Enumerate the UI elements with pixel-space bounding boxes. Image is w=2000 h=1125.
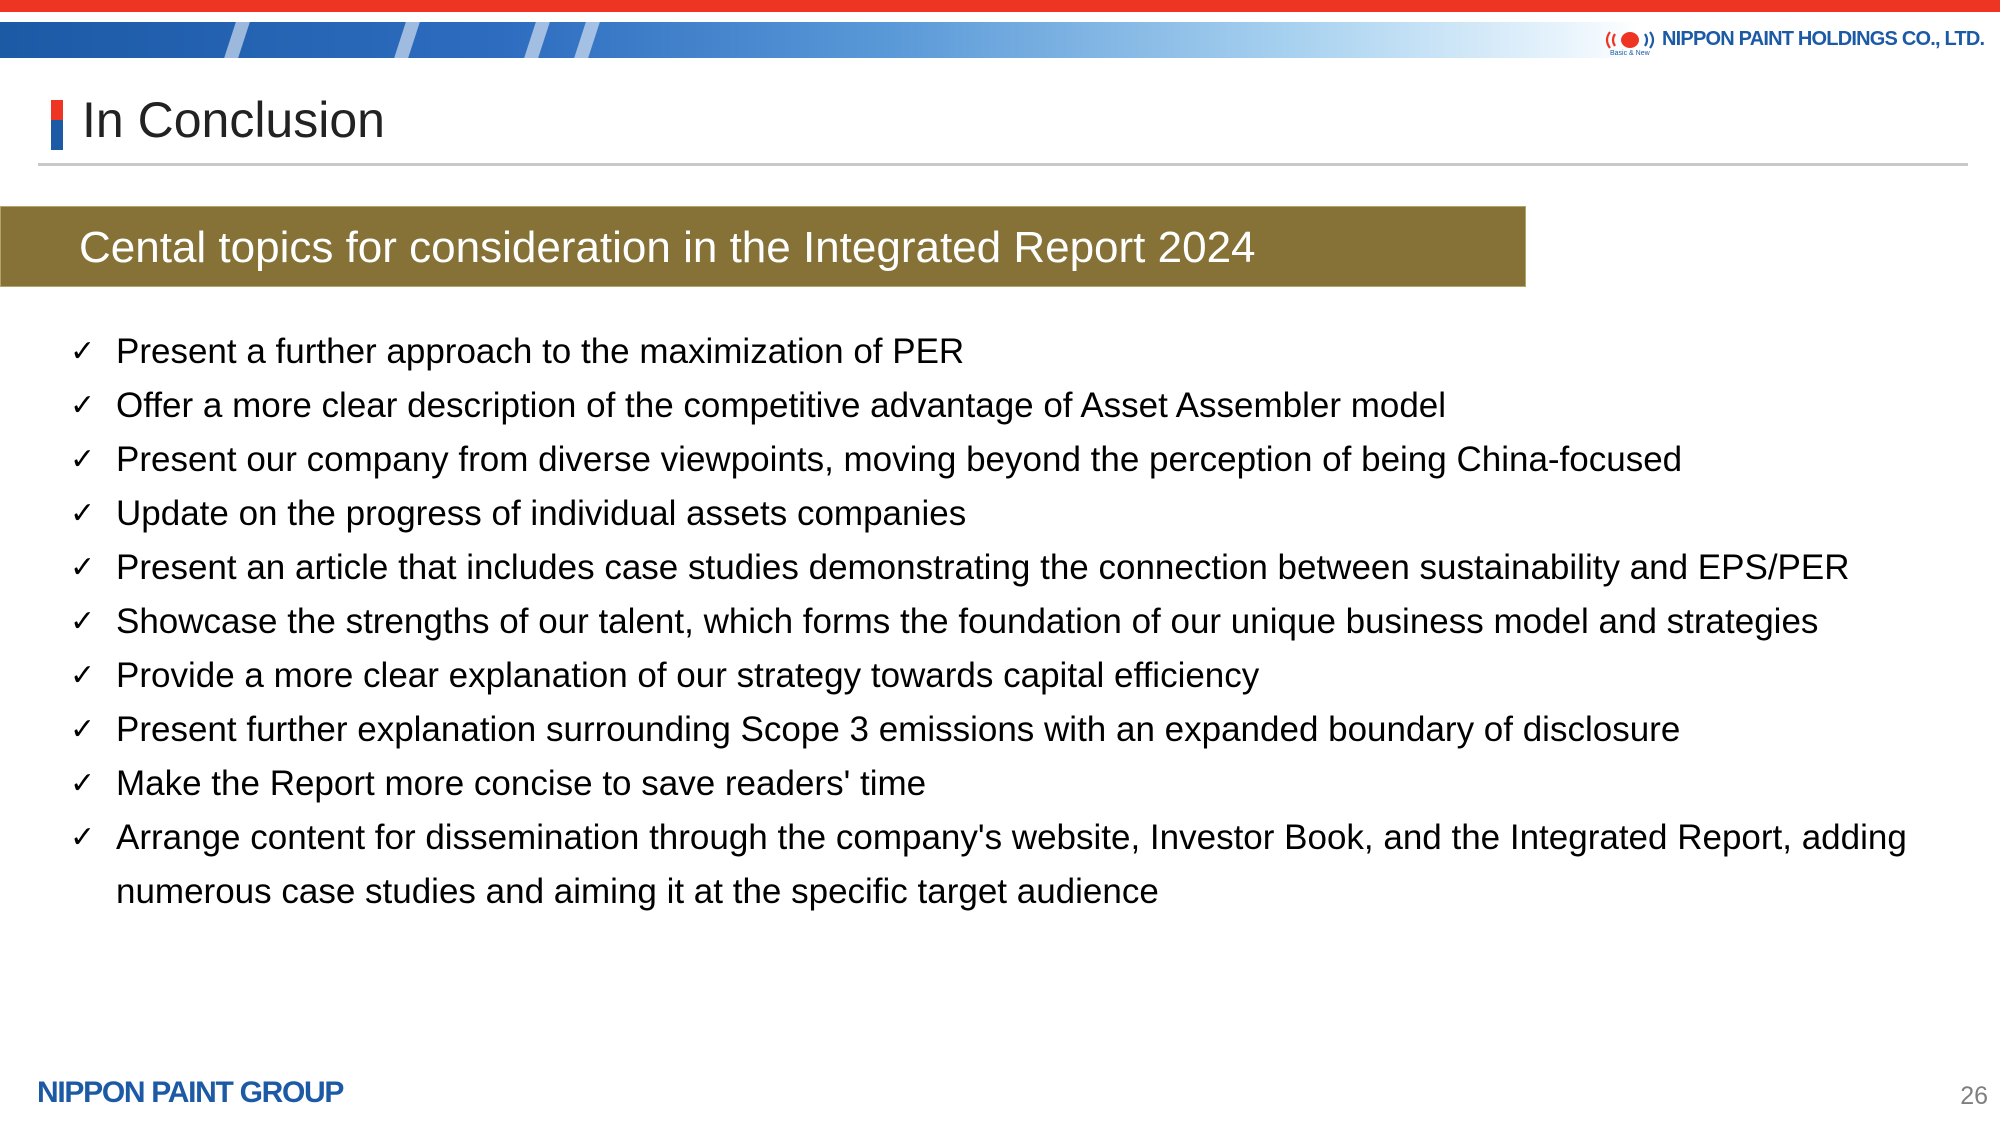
title-accent-red [51, 100, 63, 120]
list-item [66, 757, 1956, 811]
list-item [66, 811, 1956, 919]
banner-text: Cental topics for consideration in the Integrated Report 2024 [79, 223, 1256, 272]
band-slash [224, 22, 250, 58]
list-item-text: Present our company from diverse viewpoints, moving beyond the perception of being China-focused [116, 440, 1683, 479]
list-item-text: Make the Report more concise to save readers' time [116, 764, 927, 803]
header-logo [1600, 26, 1985, 62]
logo-tagline: Basic & New [1610, 50, 1650, 57]
list-item [66, 487, 1956, 541]
check-icon: ✓ [70, 712, 96, 747]
list-item [66, 595, 1956, 649]
check-icon: ✓ [70, 388, 96, 423]
band-slash [394, 22, 420, 58]
check-icon: ✓ [70, 334, 96, 369]
title-accent-blue [51, 120, 63, 150]
list-item-text: Present a further approach to the maximization of PER [116, 332, 965, 371]
list-item-text: Showcase the strengths of our talent, which forms the foundation of our unique business model and strategies [116, 602, 1819, 641]
check-icon: ✓ [70, 550, 96, 585]
list-item [66, 433, 1956, 487]
header-logo-text: NIPPON PAINT HOLDINGS CO., LTD. [1662, 28, 1985, 50]
list-item-text: Present an article that includes case studies demonstrating the connection between sustainability and EPS/PER [116, 548, 1850, 587]
check-icon: ✓ [70, 496, 96, 531]
topics-list [66, 325, 1956, 919]
list-item [66, 541, 1956, 595]
check-icon: ✓ [70, 658, 96, 693]
band-slash [574, 22, 600, 58]
band-slash [524, 22, 550, 58]
list-item [66, 379, 1956, 433]
list-item [66, 703, 1956, 757]
top-red-bar [0, 0, 2000, 12]
topic-banner [0, 206, 1526, 287]
check-icon: ✓ [70, 442, 96, 477]
list-item-text: Offer a more clear description of the competitive advantage of Asset Assembler model [116, 386, 1447, 425]
list-item-text: Arrange content for dissemination through the company's website, Investor Book, and the Integrated Report, adding numerous case studies and aiming it at the specific target audience [116, 818, 1907, 911]
check-icon: ✓ [70, 604, 96, 639]
check-icon: ✓ [70, 766, 96, 801]
page-number: 26 [1960, 1082, 1988, 1110]
list-item-text: Update on the progress of individual assets companies [116, 494, 967, 533]
list-item [66, 325, 1956, 379]
list-item [66, 649, 1956, 703]
title-divider [38, 163, 1968, 166]
list-item-text: Present further explanation surrounding Scope 3 emissions with an expanded boundary of disclosure [116, 710, 1681, 749]
footer-logo: NIPPON PAINT GROUP [37, 1076, 344, 1109]
page-title: In Conclusion [82, 92, 385, 148]
title-accent-bar [51, 100, 63, 150]
check-icon: ✓ [70, 820, 96, 855]
list-item-text: Provide a more clear explanation of our strategy towards capital efficiency [116, 656, 1260, 695]
nippon-paint-logo-mark-icon [1600, 28, 1660, 52]
